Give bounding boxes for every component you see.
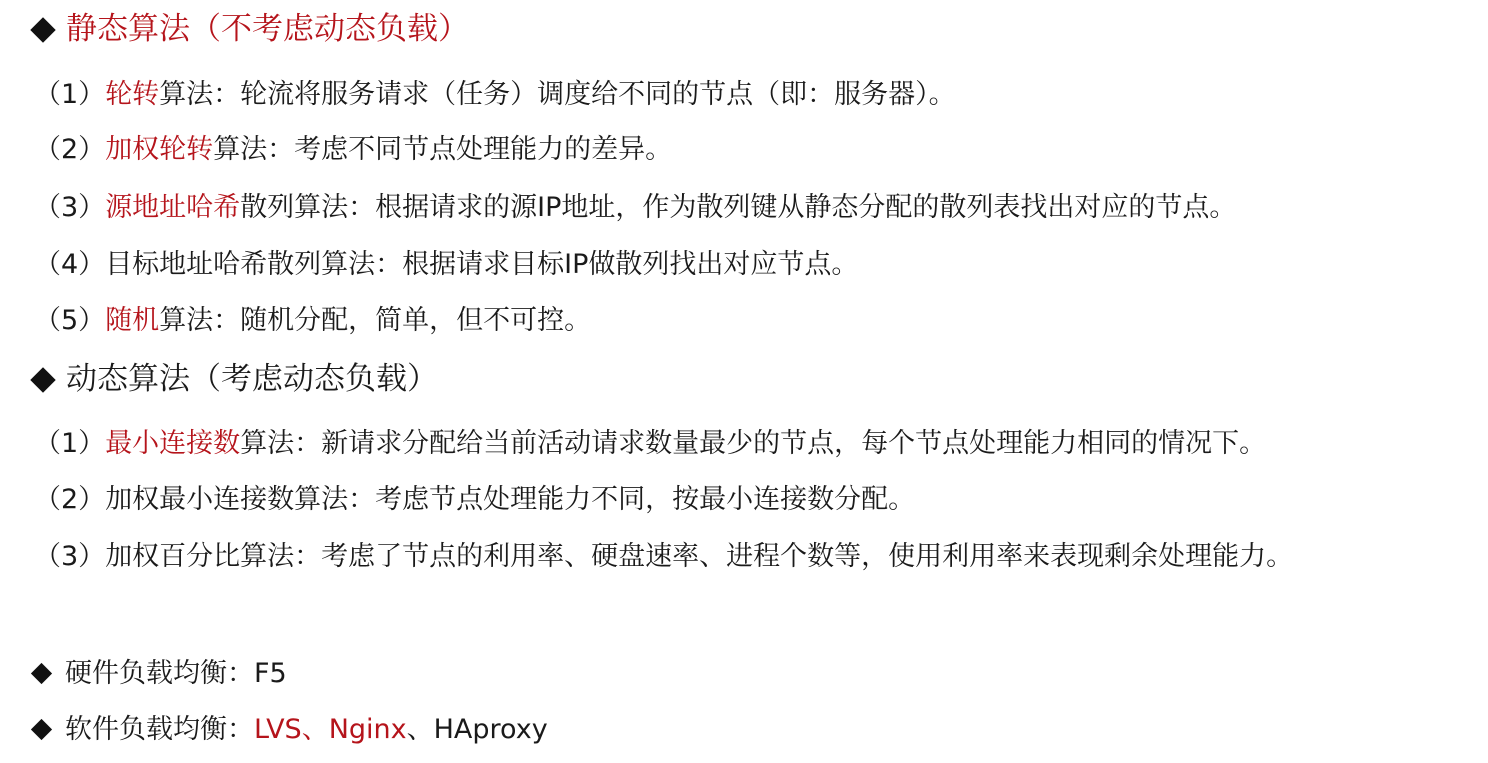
item-text: 算法：考虑不同节点处理能力的差异。 (213, 134, 673, 165)
item-highlight: 加权轮转 (105, 134, 214, 165)
list-item (34, 136, 672, 163)
diamond-bullet-icon (30, 17, 55, 42)
dynamic-algorithms-heading (34, 361, 438, 397)
diamond-bullet-icon (31, 719, 52, 740)
separator: 、 (406, 714, 434, 745)
list-item (34, 194, 1236, 221)
item-number: （1） (34, 428, 106, 459)
item-highlight: 源地址哈希 (105, 192, 241, 223)
list-item (34, 307, 591, 334)
item-number: （3） (34, 192, 106, 223)
item-number: （5） (34, 305, 106, 336)
software-load-balancing (34, 716, 548, 743)
item-number: （2） (34, 134, 106, 165)
item-text: 算法：新请求分配给当前活动请求数量最少的节点，每个节点处理能力相同的情况下。 (240, 428, 1267, 459)
item-highlight: 随机 (105, 305, 160, 336)
item-text: 算法：随机分配，简单，但不可控。 (159, 305, 592, 336)
software-lvs: LVS (254, 714, 302, 745)
list-item (34, 543, 1293, 570)
item-highlight: 最小连接数 (105, 428, 241, 459)
static-algorithms-heading (34, 11, 469, 47)
software-nginx: Nginx (328, 714, 407, 745)
item-text: 算法：轮流将服务请求（任务）调度给不同的节点（即：服务器）。 (159, 79, 956, 110)
list-item (34, 430, 1266, 457)
item-number: （3） (34, 541, 106, 572)
item-text: 目标地址哈希散列算法：根据请求目标IP做散列找出对应节点。 (105, 249, 859, 280)
hardware-value: F5 (254, 658, 287, 689)
hardware-label: 硬件负载均衡： (65, 658, 254, 689)
list-item (34, 486, 915, 513)
diamond-bullet-icon (31, 663, 52, 684)
item-text: 加权最小连接数算法：考虑节点处理能力不同，按最小连接数分配。 (105, 484, 916, 515)
separator: 、 (301, 714, 329, 745)
heading-text: 静态算法（不考虑动态负载） (66, 11, 469, 47)
hardware-load-balancing (34, 660, 287, 687)
item-highlight: 轮转 (105, 79, 160, 110)
item-text: 散列算法：根据请求的源IP地址，作为散列键从静态分配的散列表找出对应的节点。 (240, 192, 1237, 223)
list-item (34, 251, 858, 278)
list-item (34, 81, 956, 108)
item-number: （1） (34, 79, 106, 110)
software-label: 软件负载均衡： (65, 714, 254, 745)
diamond-bullet-icon (30, 367, 55, 392)
item-text: 加权百分比算法：考虑了节点的利用率、硬盘速率、进程个数等，使用利用率来表现剩余处理能力。 (105, 541, 1294, 572)
item-number: （2） (34, 484, 106, 515)
heading-text: 动态算法（考虑动态负载） (66, 361, 438, 397)
item-number: （4） (34, 249, 106, 280)
software-haproxy: HAproxy (433, 714, 548, 745)
